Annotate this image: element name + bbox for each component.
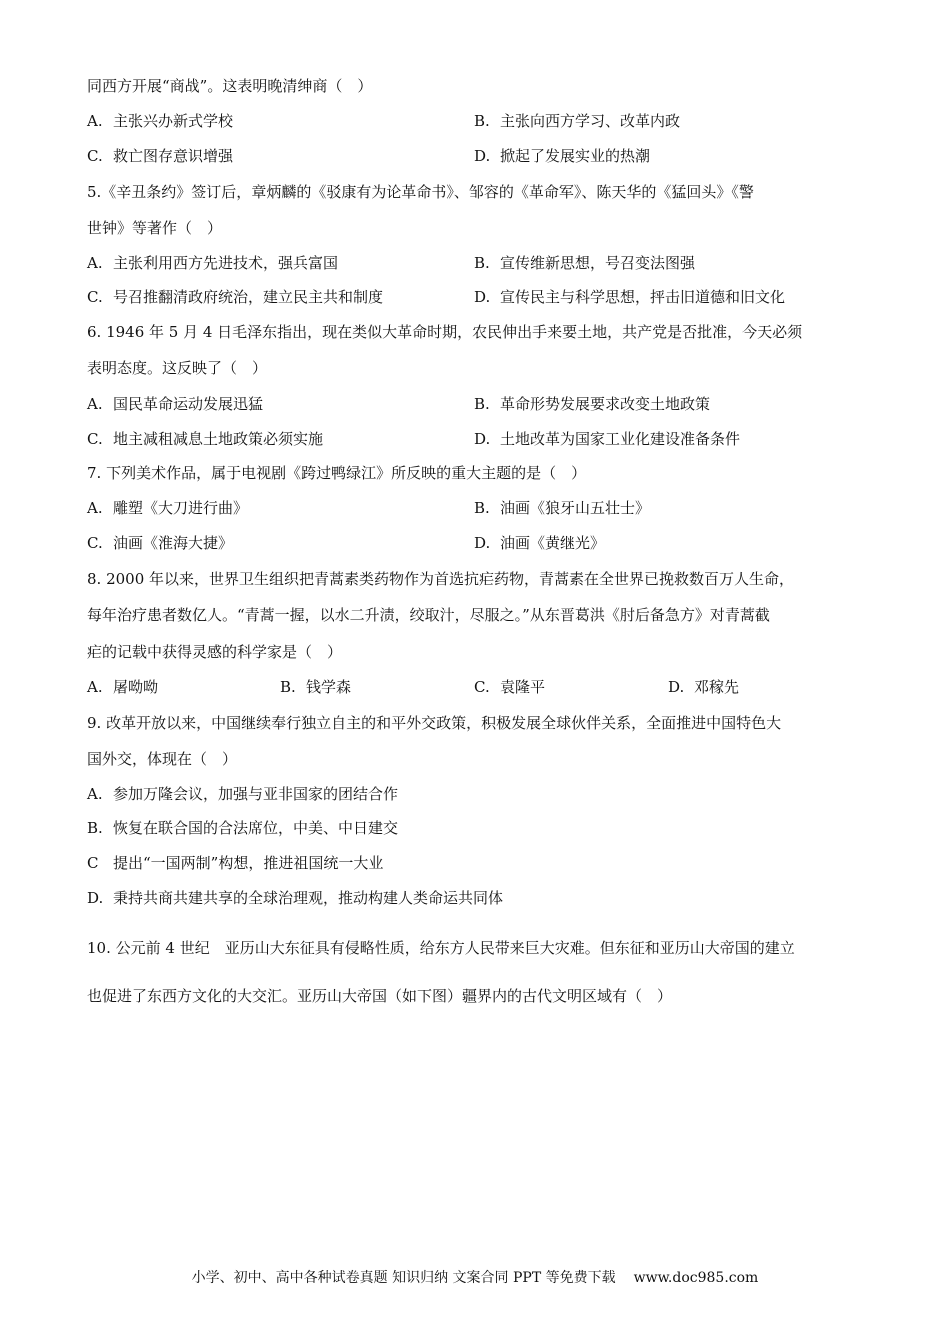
option-text: 邓稼先 (694, 678, 740, 696)
q9-option-a (87, 784, 398, 804)
option-key: B. (474, 254, 490, 272)
option-key: B. (474, 395, 490, 413)
option-key: D. (87, 889, 104, 907)
q5-option-b (474, 253, 695, 273)
q9-option-b (87, 818, 398, 838)
q8-option-d (668, 677, 739, 697)
option-key: D. (474, 430, 491, 448)
option-key: B. (474, 112, 490, 130)
option-text: 秉持共商共建共享的全球治理观，推动构建人类命运共同体 (113, 889, 504, 907)
option-text: 国民革命运动发展迅猛 (113, 395, 264, 413)
q7-stem-line-1: 7. 下列美术作品，属于电视剧《跨过鸭绿江》所反映的重大主题的是（ ） (87, 464, 587, 482)
q5-option-c (87, 287, 383, 307)
q6-option-c (87, 429, 323, 449)
q8-option-a (87, 677, 158, 697)
option-text: 地主减租减息土地政策必须实施 (113, 430, 324, 448)
option-text: 革命形势发展要求改变土地政策 (500, 395, 711, 413)
q5-option-a (87, 253, 338, 273)
option-text: 主张向西方学习、改革内政 (500, 112, 681, 130)
q8-stem-line-1: 8. 2000 年以来，世界卫生组织把青蒿素类药物作为首选抗疟药物，青蒿素在全世界已挽救数百万人生命， (87, 570, 795, 588)
option-key: A. (87, 785, 103, 803)
q8-option-b (280, 677, 351, 697)
option-text: 油画《黄继光》 (500, 534, 606, 552)
q6-option-b (474, 394, 710, 414)
q5-stem-line-1: 5.《辛丑条约》签订后，章炳麟的《驳康有为论革命书》、邹容的《革命军》、陈天华的《猛回头》《警 (87, 183, 754, 201)
option-key: B. (280, 678, 296, 696)
option-text: 参加万隆会议，加强与亚非国家的团结合作 (113, 785, 399, 803)
option-text: 土地改革为国家工业化建设准备条件 (500, 430, 741, 448)
option-key: D. (474, 147, 491, 165)
option-key: B. (87, 819, 103, 837)
option-text: 钱学森 (306, 678, 352, 696)
q4-option-c (87, 146, 233, 166)
q8-stem-line-3: 疟的记载中获得灵感的科学家是（ ） (87, 643, 343, 661)
q7-option-c (87, 533, 233, 553)
option-key: C. (87, 147, 103, 165)
option-key: C. (87, 288, 103, 306)
q10-stem-line-1: 10. 公元前 4 世纪 亚历山大东征具有侵略性质，给东方人民带来巨大灾难。但东征和亚历山大帝国的建立 (87, 939, 795, 957)
q6-option-d (474, 429, 740, 449)
q4-option-b (474, 111, 680, 131)
option-key: C. (474, 678, 490, 696)
page-footer (0, 1268, 950, 1288)
q5-stem-line-2: 世钟》等著作（ ） (87, 219, 223, 237)
option-text: 宣传民主与科学思想，抨击旧道德和旧文化 (500, 288, 786, 306)
option-key: A. (87, 678, 103, 696)
option-key: D. (474, 534, 491, 552)
option-key: B. (474, 499, 490, 517)
option-key: A. (87, 112, 103, 130)
option-key: C. (87, 430, 103, 448)
q8-stem-line-2: 每年治疗患者数亿人。“青蒿一握，以水二升渍，绞取汁，尽服之。”从东晋葛洪《肘后备急方》对青蒿截 (87, 606, 770, 624)
q6-option-a (87, 394, 263, 414)
q7-option-a (87, 498, 248, 518)
option-key: A. (87, 254, 103, 272)
option-text: 雕塑《大刀进行曲》 (113, 499, 249, 517)
q6-stem-line-2: 表明态度。这反映了（ ） (87, 359, 268, 377)
option-text: 袁隆平 (500, 678, 546, 696)
option-text: 主张利用西方先进技术，强兵富国 (113, 254, 339, 272)
q4-option-a (87, 111, 233, 131)
option-text: 提出“一国两制”构想，推进祖国统一大业 (113, 854, 384, 872)
q7-option-b (474, 498, 650, 518)
option-text: 恢复在联合国的合法席位，中美、中日建交 (113, 819, 399, 837)
q4-option-d (474, 146, 650, 166)
option-text: 掀起了发展实业的热潮 (500, 147, 651, 165)
q6-stem-line-1: 6. 1946 年 5 月 4 日毛泽东指出，现在类似大革命时期，农民伸出手来要土地，共产党是否批准，今天必须 (87, 323, 803, 341)
q9-stem-line-2: 国外交，体现在（ ） (87, 750, 238, 768)
q9-option-d (87, 888, 503, 908)
option-text: 油画《狼牙山五壮士》 (500, 499, 651, 517)
q8-option-c (474, 677, 545, 697)
option-text: 油画《淮海大捷》 (113, 534, 234, 552)
q9-option-c (87, 853, 383, 873)
option-key: C (87, 854, 99, 872)
q4-stem-tail: 同西方开展“商战”。这表明晚清绅商（ ） (87, 77, 373, 95)
option-text: 宣传维新思想，号召变法图强 (500, 254, 696, 272)
option-key: D. (474, 288, 491, 306)
option-text: 主张兴办新式学校 (113, 112, 234, 130)
q5-option-d (474, 287, 785, 307)
footer-url[interactable]: www.doc985.com (633, 1270, 759, 1286)
option-key: D. (668, 678, 685, 696)
footer-text: 小学、初中、高中各种试卷真题 知识归纳 文案合同 PPT 等免费下载 (191, 1270, 616, 1286)
option-key: C. (87, 534, 103, 552)
option-key: A. (87, 499, 103, 517)
option-text: 救亡图存意识增强 (113, 147, 234, 165)
option-text: 号召推翻清政府统治，建立民主共和制度 (113, 288, 384, 306)
q7-option-d (474, 533, 605, 553)
q10-stem-line-2: 也促进了东西方文化的大交汇。亚历山大帝国（如下图）疆界内的古代文明区域有（ ） (87, 987, 673, 1005)
option-text: 屠呦呦 (113, 678, 159, 696)
q9-stem-line-1: 9. 改革开放以来，中国继续奉行独立自主的和平外交政策，积极发展全球伙伴关系，全面推进中国特色大 (87, 714, 782, 732)
option-key: A. (87, 395, 103, 413)
